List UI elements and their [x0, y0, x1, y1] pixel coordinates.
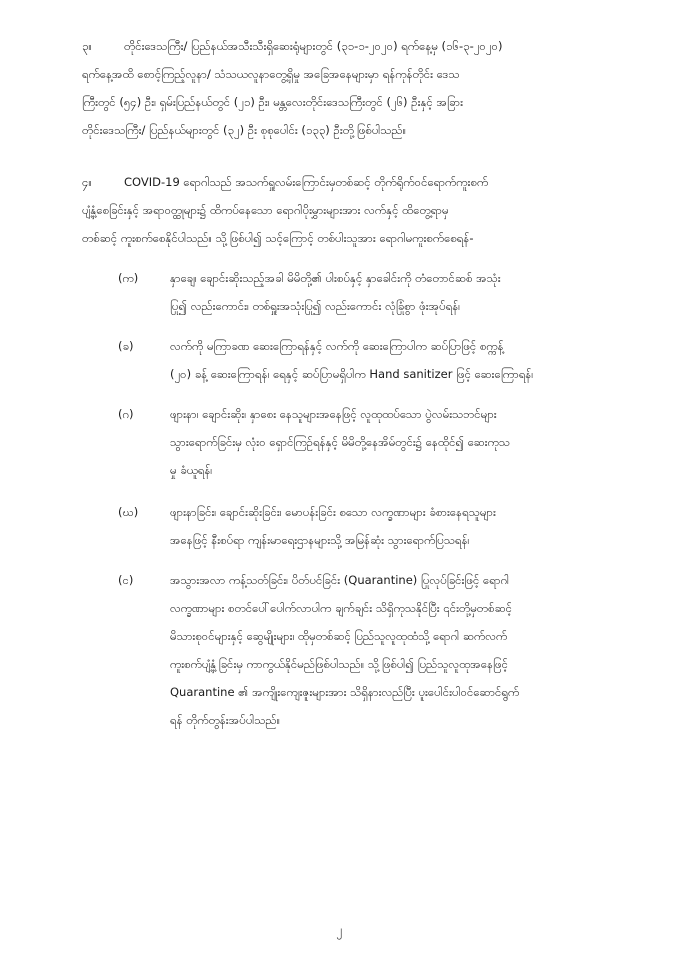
list-item-line: အသွားအလာ ကန့်သတ်ခြင်း၊ ပိတ်ပင်ခြင်း (Quarantine) ပြုလုပ်ခြင်းဖြင့် ရောဂါ	[170, 573, 510, 587]
list-item-body	[170, 498, 602, 554]
list-item-line: Quarantine ၏ အကျိုးကျေးဇူးများအား သိရှိနားလည်ပြီး ပူးပေါင်းပါဝင်ဆောင်ရွက်	[170, 685, 520, 699]
list-item-line: (၂၀) ခန့် ဆေးကြောရန်၊ ရေနှင့် ဆပ်ပြာမရှိပါက Hand sanitizer ဖြင့် ဆေးကြောရန်၊	[170, 367, 534, 381]
list-item-line: ကူးစက်ပျံ့နှံ့ခြင်းမှ ကာကွယ်နိုင်မည်ဖြစ်ပါသည်။ သို့ဖြစ်ပါ၍ ပြည်သူလူထုအနေဖြင့်	[170, 657, 508, 671]
list-item-body	[170, 332, 602, 388]
paragraph-line: ပျံ့နှံ့စေခြင်းနှင့် အရာဝတ္ထုများ၌ ထိကပ်နေသော ရောဂါပိုးမွှားများအား လက်နှင့် ထိတွေ့ရာမှ	[82, 203, 449, 217]
list-item-line: လက္ခဏာများ စတင်ပေါ်ပေါက်လာပါက ချက်ချင်း သိရှိကုသနိုင်ပြီး ၎င်းတို့မှတစ်ဆင့်	[170, 601, 512, 615]
paragraph-line: ကြီးတွင် (၅၄) ဦး၊ ရှမ်းပြည်နယ်တွင် (၂၁) ဦး၊ မန္တလေးတိုင်းဒေသကြီးတွင် (၂၆) ဦးနှင့် အခြား	[82, 95, 464, 109]
paragraph-number: ၃။	[82, 39, 92, 53]
list-item-body	[170, 400, 602, 484]
paragraph-line: တိုင်းဒေသကြီး/ ပြည်နယ်များတွင် (၃၂) ဦး စုစုပေါင်း (၁၃၃) ဦးတို့ဖြစ်ပါသည်။	[82, 123, 407, 137]
list-item-body	[170, 264, 602, 320]
list-item-line: နှာချေ၊ ချောင်းဆိုးသည့်အခါ မိမိတို့၏ ပါးစပ်နှင့် နှာခေါင်းကို တံတောင်ဆစ် အသုံး	[170, 271, 501, 285]
list-item-marker: (ဂ)	[118, 407, 134, 421]
list-item-line: ပြု၍ လည်းကောင်း၊ တစ်ရှူးအသုံးပြု၍ လည်းကောင်း လုံခြုံစွာ ဖုံးအုပ်ရန်၊	[170, 299, 461, 313]
list-item-line: ဖျားနာခြင်း၊ ချောင်းဆိုးခြင်း၊ မောပန်းခြင်း စသော လက္ခဏာများ ခံစားနေရသူများ	[170, 505, 496, 519]
paragraph-line: တိုင်းဒေသကြီး/ ပြည်နယ်အသီးသီးရှိဆေးရုံများတွင် (၃၁-၁-၂၀၂၀) ရက်နေ့မှ (၁၆-၃-၂၀၂၀)	[124, 39, 503, 53]
list-item-line: မိသားစုဝင်များနှင့် ဆွေမျိုးများ၊ ထိုမှတစ်ဆင့် ပြည်သူလူထုထံသို့ ရောဂါ ဆက်လက်	[170, 629, 508, 643]
list-item-line: ရန် တိုက်တွန်းအပ်ပါသည်။	[170, 713, 281, 727]
list-item-marker: (င)	[118, 573, 134, 587]
paragraph-4	[82, 168, 602, 252]
list-item-line: မှု ခံယူရန်၊	[170, 463, 213, 477]
paragraph-line: ရက်နေ့အထိ စောင့်ကြည့်လူနာ/ သံသယလူနာတွေ့ရှိမှု အခြေအနေများမှာ ရန်ကုန်တိုင်း ဒေသ	[82, 67, 460, 81]
list-item-line: သွားရောက်ခြင်းမှ လုံးဝ ရှောင်ကြဉ်ရန်နှင့် မိမိတို့နေအိမ်တွင်း၌ နေထိုင်၍ ဆေးကုသ	[170, 435, 510, 449]
list-item-body	[170, 566, 602, 734]
paragraph-3	[82, 32, 602, 144]
list-item-line: အနေဖြင့် နီးစပ်ရာ ကျန်းမာရေးဌာနများသို့ အမြန်ဆုံး သွားရောက်ပြသရန်၊	[170, 533, 470, 547]
paragraph-number: ၄။	[82, 175, 92, 189]
list-item-line: ဖျားနာ၊ ချောင်းဆိုး၊ နှာစေး နေသူများအနေဖြင့် လူထုထပ်သော ပွဲလမ်းသဘင်များ	[170, 407, 497, 421]
list-item-marker: (ဃ)	[118, 505, 139, 519]
page-number: ၂	[336, 923, 343, 937]
list-item-line: လက်ကို မကြာခဏ ဆေးကြောရန်နှင့် လက်ကို ဆေးကြောပါက ဆပ်ပြာဖြင့် စက္ကန့်	[170, 339, 504, 353]
paragraph-line: တစ်ဆင့် ကူးစက်စေနိုင်ပါသည်။ သို့ဖြစ်ပါ၍ သင့်ကြောင့် တစ်ပါးသူအား ရောဂါမကူးစက်စေရန်-	[82, 231, 474, 245]
paragraph-line: COVID-19 ရောဂါသည် အသက်ရှူလမ်းကြောင်းမှတစ်ဆင့် တိုက်ရိုက်ဝင်ရောက်ကူးစက်	[124, 175, 489, 189]
list-item-marker: (ခ)	[118, 339, 134, 353]
list-item-marker: (က)	[118, 271, 139, 285]
